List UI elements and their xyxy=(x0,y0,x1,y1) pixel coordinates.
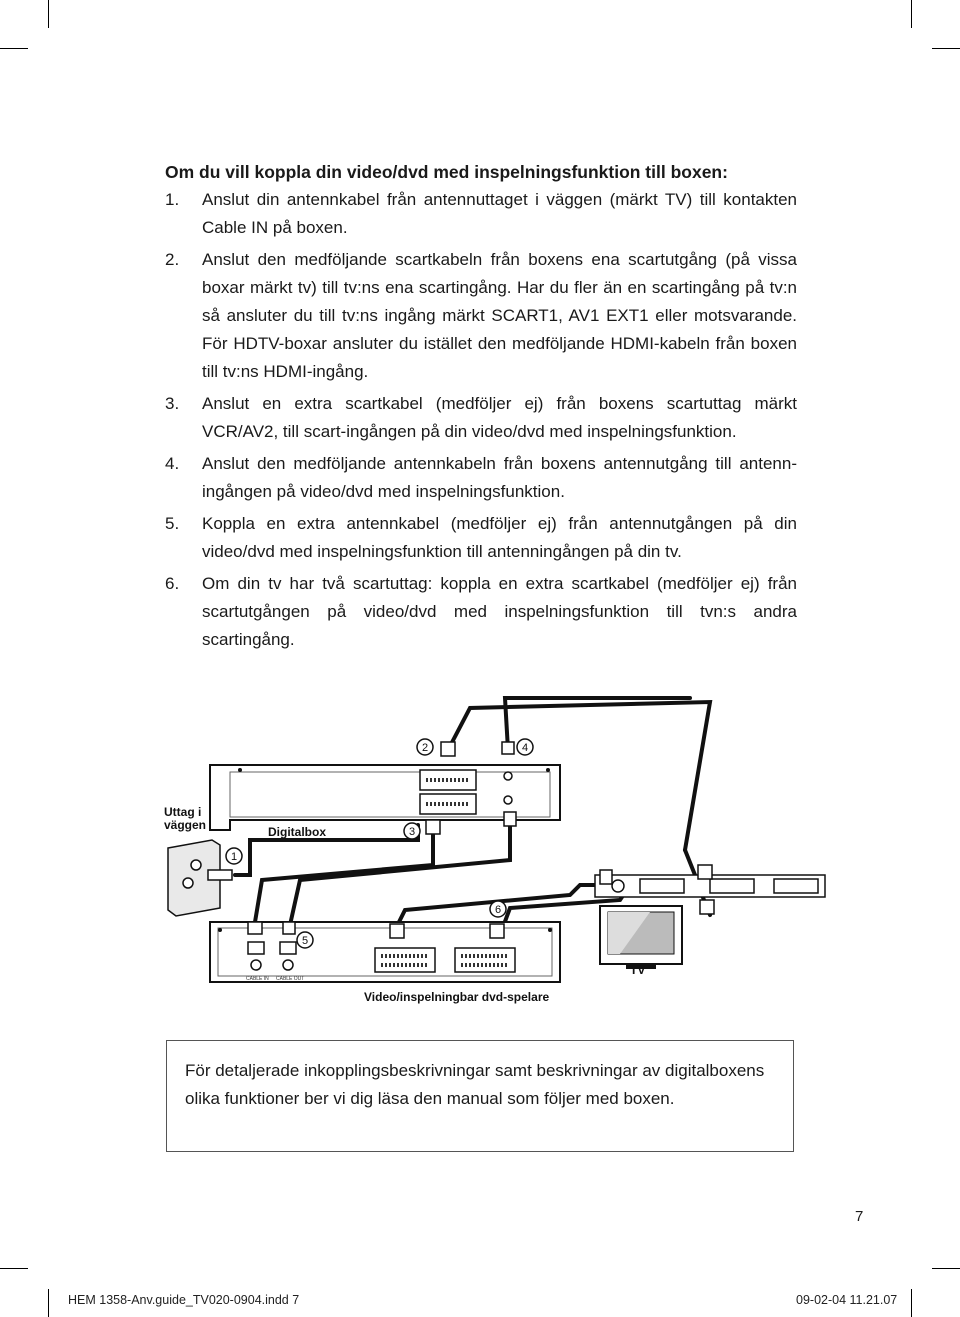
coax-plug xyxy=(283,922,295,934)
scart-plug xyxy=(490,924,504,938)
list-item xyxy=(165,450,797,506)
antenna-port xyxy=(504,796,512,804)
marker-5: 5 xyxy=(301,935,309,947)
step-text: Koppla en extra antennkabel (medföljer ej) från antennutgången på din video/dvd med inspelningsfunktion till antenningången på din tv. xyxy=(202,514,797,561)
coax-plug xyxy=(248,922,262,934)
crop-mark xyxy=(48,1289,49,1317)
page-number: 7 xyxy=(855,1208,864,1225)
step-text: Anslut den medföljande antennkabeln från boxens antennutgång till antenningången på video/dvd med inspelningsfunktion. xyxy=(202,454,797,501)
marker-1: 1 xyxy=(230,851,238,863)
crop-mark xyxy=(911,0,912,28)
footer-file: HEM 1358-Anv.guide_TV020-0904.indd 7 xyxy=(68,1293,300,1307)
scart-plug xyxy=(426,820,440,834)
step-number: 3. xyxy=(165,394,180,413)
step-text: Anslut en extra scartkabel (medföljer ej) från boxens scartuttag märkt VCR/AV2, till scart-ingången på din video/dvd med inspelningsfunktion. xyxy=(202,394,797,441)
antenna-port xyxy=(504,772,512,780)
section-heading: Om du vill koppla din video/dvd med inspelningsfunktion till boxen: xyxy=(165,162,728,182)
antenna-port xyxy=(280,942,296,954)
scart-port xyxy=(710,879,754,893)
connection-diagram xyxy=(150,690,850,1020)
scart-plug-tv xyxy=(685,850,695,875)
step-text: Anslut den medföljande scartkabeln från boxens ena scartutgång (på vissa boxar märkt tv) till tv:ns ena scartingång. Har du fler än en scartingång på tv:n så ansluter du till tv:ns ingång märkt SCART1, AV1 EXT1 eller motsvarande. För HDTV-boxar ansluter du istället den medföljande HDMI-kabeln från boxen till tv:ns HDMI-ingång. xyxy=(202,250,797,381)
scart-plug xyxy=(390,924,404,938)
scart-plug xyxy=(700,900,714,914)
list-item xyxy=(165,186,797,242)
tv-set xyxy=(600,906,682,977)
crop-mark xyxy=(932,48,960,49)
marker-3: 3 xyxy=(408,826,416,838)
crop-mark xyxy=(48,0,49,28)
coax-plug xyxy=(208,870,232,880)
step-number: 4. xyxy=(165,454,180,473)
footer-date: 09-02-04 11.21.07 xyxy=(796,1293,898,1307)
cable-out-label: CABLE OUT xyxy=(276,976,305,982)
list-item xyxy=(165,510,797,566)
info-box: För detaljerade inkopplingsbeskrivningar samt beskrivningar av digitalboxens olika funktioner ber vi dig läsa den manual som följer med boxen. xyxy=(166,1040,794,1152)
scart-port xyxy=(640,879,684,893)
list-item xyxy=(165,570,797,654)
scart-plug xyxy=(441,742,455,756)
step-text: Anslut din antennkabel från antennuttaget i väggen (märkt TV) till kontakten Cable IN på boxen. xyxy=(202,190,797,237)
scart-port xyxy=(455,948,515,972)
instruction-list xyxy=(165,186,797,658)
list-item xyxy=(165,246,797,386)
digital-box xyxy=(210,765,560,839)
scart-port xyxy=(375,948,435,972)
cable-in-label: CABLE IN xyxy=(246,976,269,982)
tv-label: TV xyxy=(630,963,646,977)
wall-label-line1: Uttag i xyxy=(164,805,202,819)
step-number: 1. xyxy=(165,190,180,209)
marker-6: 6 xyxy=(494,904,502,916)
marker-2: 2 xyxy=(421,742,429,754)
list-item xyxy=(165,390,797,446)
coax-plug xyxy=(502,742,514,754)
step-text: Om din tv har två scartuttag: koppla en extra scartkabel (medföljer ej) från scartutgången på video/dvd med inspelningsfunktion till tvn:s andra scartingång. xyxy=(202,574,797,649)
crop-mark xyxy=(932,1268,960,1269)
antenna-port xyxy=(248,942,264,954)
step-number: 2. xyxy=(165,250,180,269)
crop-mark xyxy=(0,48,28,49)
coax-plug xyxy=(504,812,516,826)
coax-plug xyxy=(600,870,612,884)
step-number: 6. xyxy=(165,574,180,593)
wall-label-line2: väggen xyxy=(164,818,207,832)
scart-plug xyxy=(698,865,712,879)
marker-4: 4 xyxy=(521,742,529,754)
digital-box-label: Digitalbox xyxy=(268,825,327,839)
dvd-label: Video/inspelningbar dvd-spelare xyxy=(364,990,550,1004)
step-number: 5. xyxy=(165,514,180,533)
crop-mark xyxy=(911,1289,912,1317)
crop-mark xyxy=(0,1268,28,1269)
scart-port xyxy=(774,879,818,893)
